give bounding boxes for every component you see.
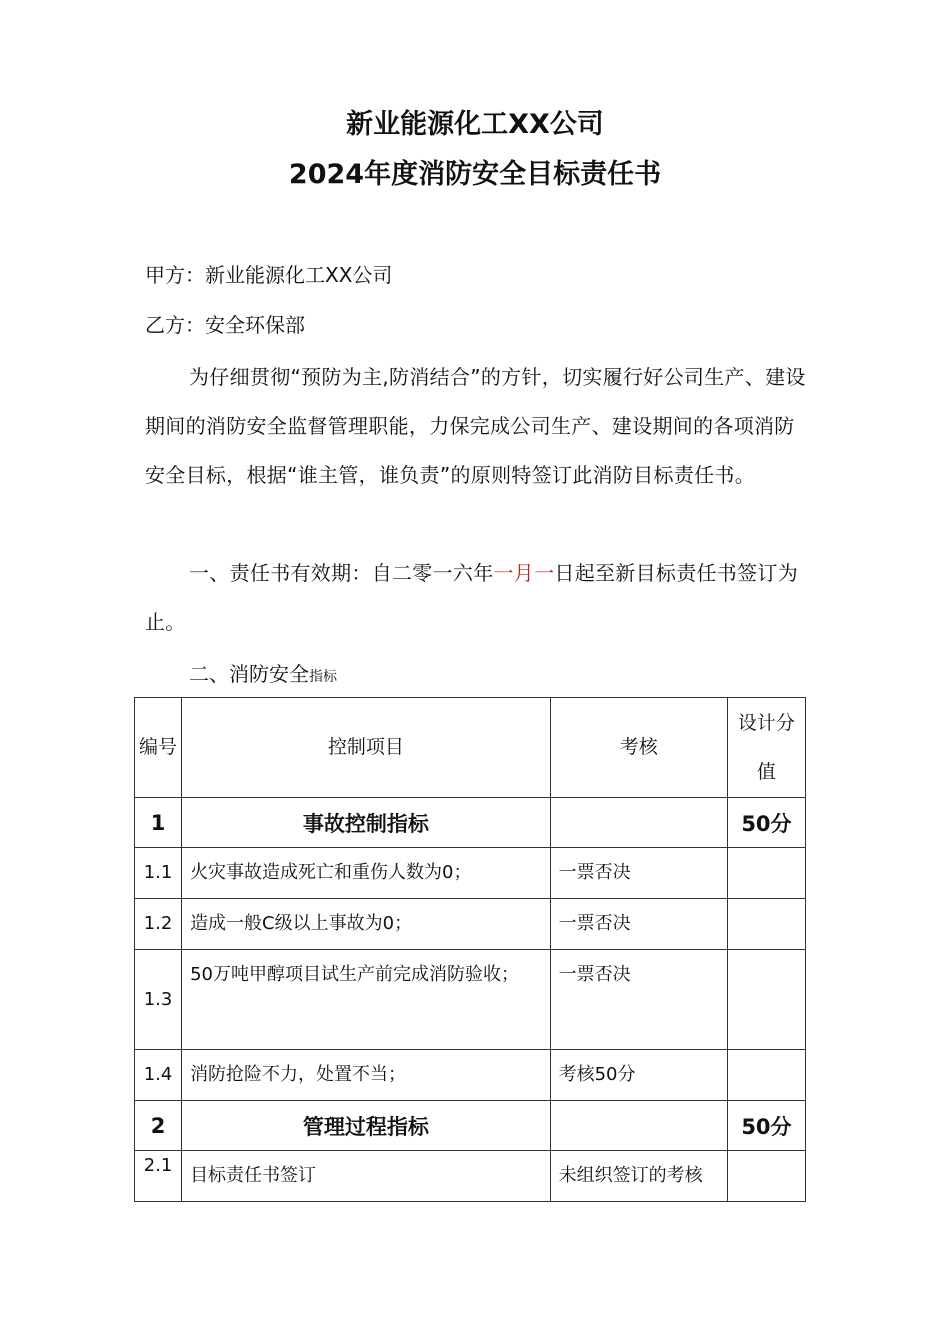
category-assessment [550,1101,727,1151]
category-row [135,1101,806,1151]
row-assessment: 一票否决 [550,848,727,899]
validity-highlight: 一月一 [493,561,555,585]
row-score [727,848,805,899]
table-row [135,1151,806,1202]
party-a: 甲方：新业能源化工XX公司 [145,263,393,287]
party-b: 乙方：安全环保部 [145,313,305,337]
section-2-heading-main: 二、消防安全 [189,662,309,686]
intro-paragraph: 为仔细贯彻“预防为主,防消结合”的方针，切实履行好公司生产、建设期间的消防安全监督管理职能，力保完成公司生产、建设期间的各项消防安全目标，根据“谁主管，谁负责”的原则特签订此消防目标责任书。 [145,365,806,487]
table-row [135,899,806,950]
table-row [135,848,806,899]
category-number: 1 [135,798,182,848]
row-score [727,1151,805,1202]
row-score [727,899,805,950]
header-design-score: 设计分值 [727,698,805,798]
validity-text-end: 日起至新目标责任书签订为止。 [145,561,799,634]
table-row [135,1050,806,1101]
table-header-row [135,698,806,798]
row-item: 火灾事故造成死亡和重伤人数为0； [182,848,551,899]
metrics-table [134,697,806,1202]
row-item: 造成一般C级以上事故为0； [182,899,551,950]
category-row [135,798,806,848]
category-assessment [550,798,727,848]
row-item: 消防抢险不力，处置不当； [182,1050,551,1101]
row-score [727,950,805,1050]
validity-paragraph [145,549,807,647]
table-row [135,950,806,1050]
row-item: 目标责任书签订 [182,1151,551,1202]
row-assessment: 一票否决 [550,950,727,1050]
category-name: 事故控制指标 [182,798,551,848]
row-number: 2.1 [135,1151,182,1202]
header-number: 编号 [135,698,182,798]
category-name: 管理过程指标 [182,1101,551,1151]
header-assessment: 考核 [550,698,727,798]
row-number: 1.3 [135,950,182,1050]
row-number: 1.4 [135,1050,182,1101]
header-control-item: 控制项目 [182,698,551,798]
row-score [727,1050,805,1101]
category-score: 50分 [727,798,805,848]
category-number: 2 [135,1101,182,1151]
row-assessment: 一票否决 [550,899,727,950]
row-item: 50万吨甲醇项目试生产前完成消防验收； [182,950,551,1050]
document-subtitle: 2024年度消防安全目标责任书 [288,159,662,190]
row-number: 1.1 [135,848,182,899]
section-2-heading [145,650,807,702]
validity-text-start: 一、责任书有效期：自二零一六年 [189,561,494,585]
category-score: 50分 [727,1101,805,1151]
document-title: 新业能源化工XX公司 [346,109,604,140]
row-number: 1.2 [135,899,182,950]
row-assessment: 考核50分 [550,1050,727,1101]
row-assessment: 未组织签订的考核 [550,1151,727,1202]
section-2-heading-small: 指标 [309,669,337,685]
